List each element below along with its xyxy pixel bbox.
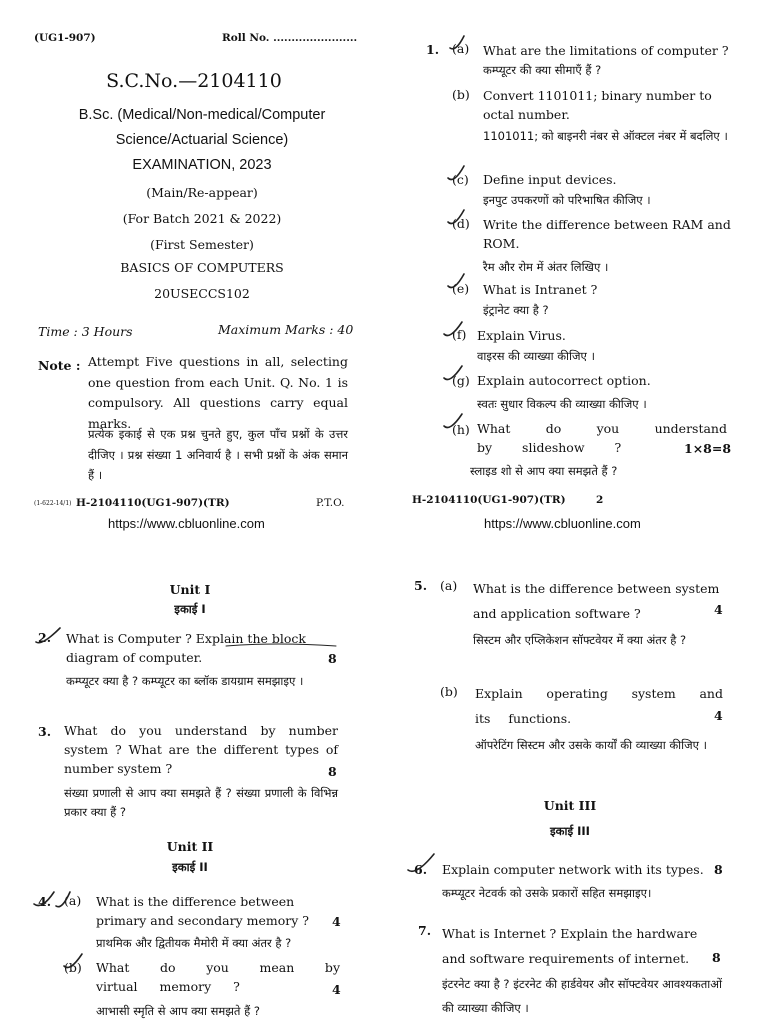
question-7-number: 7. (418, 923, 432, 938)
question-3-english: What do you understand by number system ? What are the different types of number system ? (64, 723, 338, 776)
degree-line-1: B.Sc. (Medical/Non-medical/Computer (78, 107, 326, 123)
tick-mark-h (444, 414, 462, 428)
q1c-english: Define input devices. (483, 172, 617, 187)
question-4b-marks: 4 (332, 982, 341, 997)
unit-1-heading: Unit I (169, 582, 211, 597)
question-1-number: 1. (426, 42, 440, 57)
question-6-english: Explain computer network with its types. (442, 862, 704, 877)
sc-number: S.C.No.—2104110 (106, 70, 282, 92)
handwritten-marks (440, 32, 490, 472)
q1f-hindi: वाइरस की व्याख्या कीजिए । (477, 349, 595, 363)
question-4a-hindi: प्राथमिक और द्वितीयक मैमोरी में क्या अंतर है ? (96, 936, 292, 950)
question-2-hindi: कम्प्यूटर क्या है ? कम्प्यूटर का ब्लॉक डायग्राम समझाइए । (66, 674, 304, 688)
unit-3-heading-hindi: इकाई III (550, 824, 590, 838)
question-3-number: 3. (38, 724, 52, 739)
time-allowed: Time : 3 Hours (38, 324, 133, 339)
pto: P.T.O. (316, 497, 345, 509)
q1a-english: What are the limitations of computer ? (483, 43, 729, 58)
question-5b-marks: 4 (714, 708, 723, 723)
tick-mark-g (444, 366, 462, 380)
unit-2-heading-hindi: इकाई II (172, 860, 208, 874)
handwritten-marks-page4 (404, 850, 444, 880)
question-4a-english: What is the difference between primary and secondary memory ? (96, 894, 309, 928)
underline-block-diagram (226, 644, 336, 646)
question-4-number: 4. (38, 894, 52, 909)
batch-line: (For Batch 2021 & 2022) (122, 211, 282, 226)
website-link[interactable]: https://www.cbluonline.com (108, 516, 265, 531)
q1e-hindi: इंट्रानेट क्या है ? (483, 303, 549, 317)
tick-mark-q4b (64, 954, 82, 968)
question-2-english: What is Computer ? Explain the block diagram of computer. (66, 631, 306, 665)
question-5a-hindi: सिस्टम और एप्लिकेशन सॉफ्टवेयर में क्या अंतर है ? (473, 633, 687, 647)
tick-mark-q4a (34, 892, 70, 907)
question-5b-hindi: ऑपरेटिंग सिस्टम और उसके कार्यों की व्याख्या कीजिए । (475, 738, 708, 752)
question-5a-marks: 4 (714, 602, 723, 617)
website-link-2[interactable]: https://www.cbluonline.com (484, 516, 641, 531)
unit-2-heading: Unit II (166, 839, 214, 854)
page2-footer-code: H-2104110(UG1-907)(TR) (412, 494, 566, 506)
handwritten-marks-page3 (30, 620, 350, 980)
question-3-hindi: संख्या प्रणाली से आप क्या समझते हैं ? संख्या प्रणाली के विभिन्न प्रकार क्या हैं ? (64, 786, 338, 819)
q1h-label: (h) (452, 422, 470, 437)
subject-code: 20USECCS102 (154, 286, 250, 301)
paper-code: (UG1-907) (34, 32, 96, 44)
question-2-marks: 8 (328, 651, 337, 666)
question-4a-label: (a) (64, 893, 82, 908)
q1g-label: (g) (452, 373, 470, 388)
tick-mark-a (450, 36, 464, 49)
question-5b-label: (b) (440, 684, 458, 699)
degree-line-2: Science/Actuarial Science) (115, 132, 289, 148)
q1a-hindi: कम्प्यूटर की क्या सीमाएँ हैं ? (483, 63, 602, 77)
question-6-marks: 8 (714, 862, 723, 877)
question-3-marks: 8 (328, 764, 337, 779)
unit-3-heading: Unit III (543, 798, 597, 813)
tick-mark-q6 (408, 854, 434, 871)
question-4b-label: (b) (64, 960, 82, 975)
page2-number: 2 (596, 494, 604, 506)
question-4b-hindi: आभासी स्मृति से आप क्या समझते हैं ? (96, 1004, 261, 1018)
unit-1-heading-hindi: इकाई I (174, 602, 206, 616)
tick-mark-q2 (36, 628, 60, 643)
question-5b-english: Explain operating system and its functions. (475, 686, 723, 726)
question-7-marks: 8 (712, 950, 721, 965)
tick-mark-c (448, 166, 464, 180)
subject-name: BASICS OF COMPUTERS (120, 260, 284, 275)
q1e-english: What is Intranet ? (483, 282, 598, 297)
q1b-hindi: 1101011; को बाइनरी नंबर से ऑक्टल नंबर में बदलिए । (483, 129, 728, 143)
note-label: Note : (38, 358, 81, 373)
q1b-english: Convert 1101011; binary number to octal number. (483, 88, 712, 122)
q1a-label: (a) (452, 41, 470, 56)
question-2-number: 2. (38, 630, 52, 645)
q1g-hindi: स्वतः सुधार विकल्प की व्याख्या कीजिए । (477, 397, 647, 411)
q1c-hindi: इनपुट उपकरणों को परिभाषित कीजिए । (483, 193, 651, 207)
question-5-number: 5. (414, 578, 428, 593)
q1g-english: Explain autocorrect option. (477, 373, 651, 388)
question-7-english: What is Internet ? Explain the hardware and software requirements of internet. (442, 926, 698, 966)
q1c-label: (c) (452, 172, 469, 187)
tick-mark-f (444, 322, 462, 336)
question-4a-marks: 4 (332, 914, 341, 929)
q1f-label: (f) (452, 327, 467, 342)
max-marks: Maximum Marks : 40 (218, 322, 354, 337)
q1b-label: (b) (452, 87, 470, 102)
footer-code: H-2104110(UG1-907)(TR) (76, 497, 230, 509)
main-reappear: (Main/Re-appear) (146, 185, 258, 200)
note-hindi: प्रत्येक इकाई से एक प्रश्न चुनते हुए, कुल पाँच प्रश्नों के उत्तर दीजिए । प्रश्न संख्या 1 अनिवार्य है । सभी प्रश्नों के अंक समान हैं । (88, 427, 348, 482)
tick-mark-e (448, 274, 464, 288)
semester-line: (First Semester) (150, 237, 254, 252)
question-5a-english: What is the difference between system and application software ? (473, 581, 720, 621)
q1-total-marks: 1×8=8 (684, 441, 732, 456)
q1f-english: Explain Virus. (477, 328, 566, 343)
question-6-hindi: कम्प्यूटर नेटवर्क को उसके प्रकारों सहित समझाइए। (442, 886, 652, 900)
exam-title: EXAMINATION, 2023 (132, 157, 272, 173)
q1d-english: Write the difference between RAM and ROM. (483, 217, 731, 251)
question-4b-english: What do you mean by virtual memory ? (96, 960, 340, 994)
footer-small-code: (1-622-14/1) (34, 500, 72, 507)
note-english: Attempt Five questions in all, selecting one question from each Unit. Q. No. 1 is compulsory. All questions carry equal marks. (88, 354, 348, 431)
roll-no: Roll No. ....................... (222, 32, 358, 44)
q1h-english: What do you understand by slideshow ? (477, 421, 727, 455)
q1h-hindi: स्लाइड शो से आप क्या समझते हैं ? (470, 464, 618, 478)
question-7-hindi: इंटरनेट क्या है ? इंटरनेट की हार्डवेयर और सॉफ्टवेयर आवश्यकताओं की व्याख्या कीजिए । (442, 977, 722, 1015)
q1d-label: (d) (452, 216, 470, 231)
question-5a-label: (a) (440, 578, 458, 593)
tick-mark-d (448, 210, 464, 224)
q1e-label: (e) (452, 281, 470, 296)
q1d-hindi: रैम और रोम में अंतर लिखिए । (483, 260, 609, 274)
question-6-number: 6. (414, 862, 428, 877)
